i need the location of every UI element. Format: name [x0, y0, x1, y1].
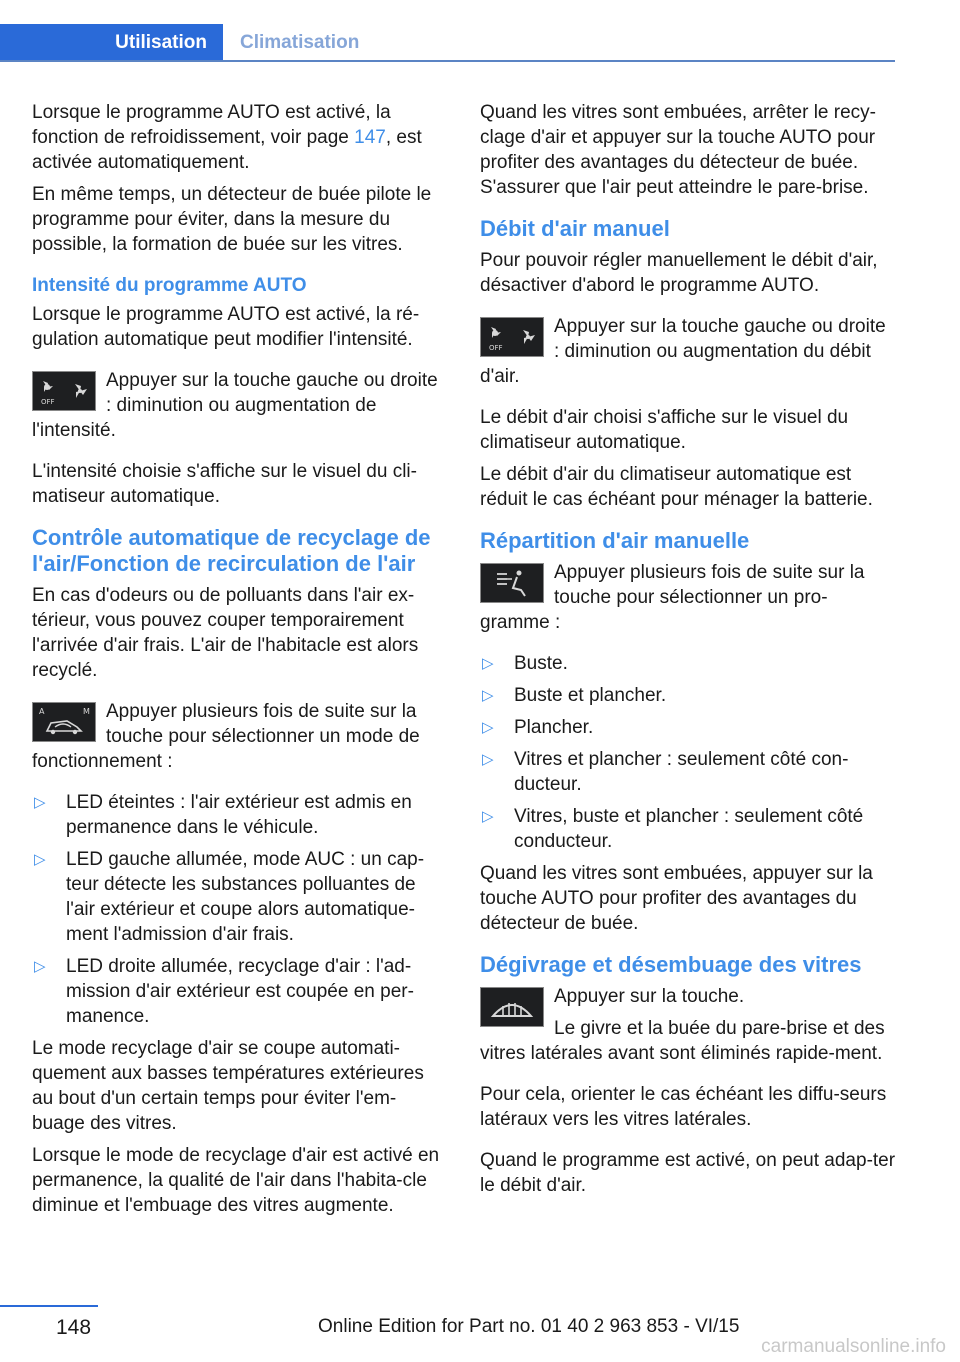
m-label: M	[83, 707, 90, 716]
recirculation-mode-list	[32, 790, 448, 1029]
bullet-icon: ▷	[482, 808, 494, 825]
bullet-icon: ▷	[34, 958, 46, 975]
list-item: ▷ Vitres et plancher : seulement côté con‐ducteur.	[482, 749, 849, 795]
icon-paragraph-text: Appuyer sur la touche.	[554, 986, 745, 1007]
bullet-icon: ▷	[34, 794, 46, 811]
paragraph: Le débit d'air du climatiseur automatique est réduit le cas échéant pour ménager la batterie.	[480, 464, 873, 510]
bullet-icon: ▷	[482, 751, 494, 768]
paragraph: Le mode recyclage d'air se coupe automati‐quement aux basses températures extérieures au bout d'un certain temps pour éviter l'em‐buage des vitres.	[32, 1038, 424, 1134]
list-item: ▷ LED gauche allumée, mode AUC : un cap‐teur détecte les substances polluantes de l'air extérieur et coupe alors automatique‐ment l'admission d'air frais.	[34, 849, 425, 945]
list-item: ▷ LED droite allumée, recyclage d'air : l'ad‐mission d'air extérieur est coupée en per‐manence.	[34, 956, 414, 1027]
paragraph: En même temps, un détecteur de buée pilote le programme pour éviter, dans la mesure du possible, la formation de buée sur les vitres.	[32, 184, 432, 255]
paragraph: Pour pouvoir régler manuellement le débit d'air, désactiver d'abord le programme AUTO.	[480, 250, 878, 296]
list-item: ▷ LED éteintes : l'air extérieur est admis en permanence dans le véhicule.	[34, 792, 412, 838]
edition-note: Online Edition for Part no. 01 40 2 963 853 - VI/15	[318, 1316, 740, 1337]
fan-speed-button-icon	[32, 371, 96, 411]
tab-utilisation[interactable]: Utilisation	[0, 24, 223, 62]
icon-paragraph-text: Appuyer sur la touche gauche ou droite : diminution ou augmentation de l'intensité.	[32, 370, 438, 441]
right-column	[480, 100, 896, 1205]
icon-paragraph-text: Le givre et la buée du pare-brise et des vitres latérales avant sont éliminés rapide‐ment.	[480, 1018, 885, 1064]
header-rule	[0, 60, 895, 62]
list-item: ▷ Vitres, buste et plancher : seulement côté conducteur.	[482, 806, 864, 852]
paragraph: L'intensité choisie s'affiche sur le visuel du cli‐matiseur automatique.	[32, 461, 417, 507]
bullet-icon: ▷	[34, 851, 46, 868]
icon-paragraph-text: Appuyer plusieurs fois de suite sur la touche pour sélectionner un mode de fonctionnement :	[32, 701, 420, 772]
list-item: ▷ Plancher.	[482, 717, 594, 738]
paragraph: Le débit d'air choisi s'affiche sur le visuel du climatiseur automatique.	[480, 407, 849, 453]
off-label: OFF	[489, 344, 503, 352]
paragraph: Lorsque le mode de recyclage d'air est activé en permanence, la qualité de l'air dans l'habita‐cle diminue et l'embuage des vitres augmente.	[32, 1145, 440, 1216]
paragraph: Lorsque le programme AUTO est activé, la ré‐gulation automatique peut modifier l'intensité.	[32, 304, 420, 350]
heading-recirculation: Contrôle automatique de recyclage de l'air/Fonction de recirculation de l'air	[32, 525, 431, 576]
left-column	[32, 100, 448, 1225]
watermark: carmanualsonline.info	[761, 1336, 946, 1357]
icon-paragraph-airflow	[480, 314, 896, 389]
list-item: ▷ Buste.	[482, 653, 568, 674]
air-recirculation-button-icon	[32, 702, 96, 742]
heading-manual-airflow: Débit d'air manuel	[480, 216, 670, 241]
bullet-icon: ▷	[482, 687, 494, 704]
icon-paragraph-intensity	[32, 368, 448, 443]
paragraph: Quand les vitres sont embuées, arrêter le recy‐clage d'air et appuyer sur la touche AUTO pour profiter des avantages du détecteur de buée. S'assurer que l'air peut atteindre le pare-brise.	[480, 102, 877, 198]
air-distribution-button-icon	[480, 563, 544, 603]
paragraph: Pour cela, orienter le cas échéant les diffu‐seurs latéraux vers les vitres latérales.	[480, 1084, 887, 1130]
page-link[interactable]: 147	[354, 127, 386, 148]
fan-speed-button-icon	[480, 317, 544, 357]
a-label: A	[39, 707, 45, 716]
distribution-program-list	[480, 651, 896, 854]
defrost-button-icon	[480, 987, 544, 1027]
bullet-icon: ▷	[482, 719, 494, 736]
paragraph: Lorsque le programme AUTO est activé, la fonction de refroidissement, voir page 147, est activée automatiquement.	[32, 102, 422, 173]
icon-paragraph-text: Appuyer plusieurs fois de suite sur la touche pour sélectionner un pro‐gramme :	[480, 562, 865, 633]
paragraph: Quand le programme est activé, on peut adap‐ter le débit d'air.	[480, 1150, 896, 1196]
icon-paragraph-text: Appuyer sur la touche gauche ou droite : diminution ou augmentation du débit d'air.	[480, 316, 886, 387]
icon-paragraph-recirculation	[32, 699, 448, 774]
heading-defrost: Dégivrage et désembuage des vitres	[480, 952, 862, 977]
bullet-icon: ▷	[482, 655, 494, 672]
paragraph: Quand les vitres sont embuées, appuyer sur la touche AUTO pour profiter des avantages du détecteur de buée.	[480, 863, 873, 934]
heading-intensity: Intensité du programme AUTO	[32, 275, 307, 296]
heading-air-distribution: Répartition d'air manuelle	[480, 528, 750, 553]
icon-paragraph-defrost	[480, 984, 896, 1066]
tab-climatisation[interactable]: Climatisation	[240, 32, 360, 53]
off-label: OFF	[41, 398, 55, 406]
paragraph: En cas d'odeurs ou de polluants dans l'air ex‐térieur, vous pouvez couper temporairement l'arrivée d'air frais. L'air de l'habitacle est alors recyclé.	[32, 585, 419, 681]
icon-paragraph-distribution	[480, 560, 896, 635]
page-number: 148	[56, 1316, 92, 1339]
footer-rule	[0, 1305, 98, 1307]
list-item: ▷ Buste et plancher.	[482, 685, 667, 706]
header-tabs	[0, 24, 895, 62]
